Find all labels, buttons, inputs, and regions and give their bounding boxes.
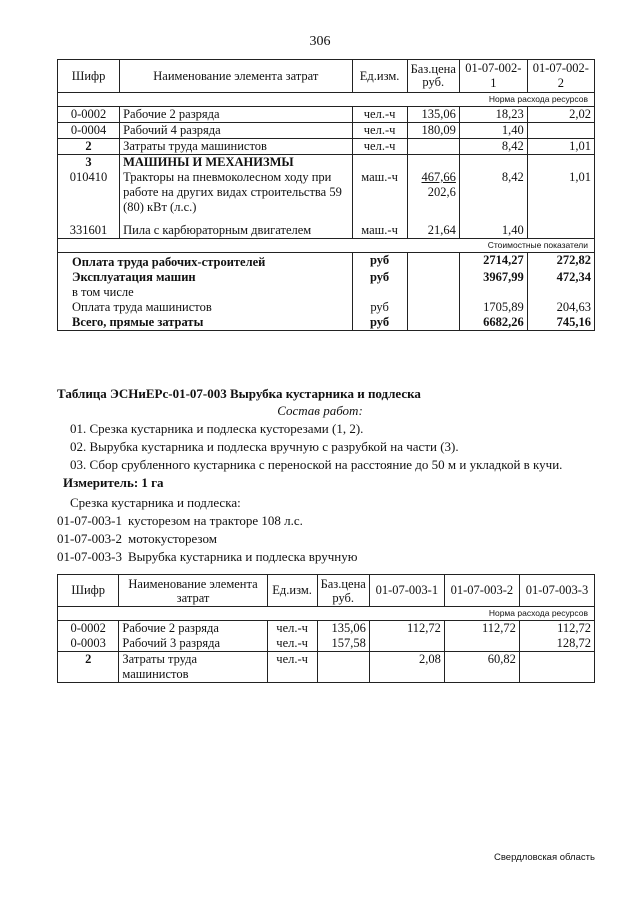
header-price: Баз.цена руб.: [317, 575, 369, 607]
row-name: МАШИНЫ И МЕХАНИЗМЫ: [120, 155, 352, 171]
cost-row: [58, 285, 595, 300]
region-footer: Свердловская область: [494, 852, 595, 863]
table-row: [58, 107, 595, 123]
page-number: 306: [309, 34, 331, 49]
row-price: 21,64: [407, 223, 459, 239]
row-price-secondary: 202,6: [427, 185, 456, 199]
header-unit: Ед.изм.: [267, 575, 317, 607]
norm-label-row: [58, 93, 595, 107]
header-unit: Ед.изм.: [352, 60, 407, 93]
header-price: Баз.цена руб.: [407, 60, 459, 93]
row-unit: чел.-ч: [352, 123, 407, 139]
cost-value-1: 6682,26: [459, 315, 527, 331]
row-price: 180,09: [407, 123, 459, 139]
header-col1: 01-07-002-1: [459, 60, 527, 93]
resource-table-01-07-002: [57, 59, 595, 331]
cost-value-2: 745,16: [527, 315, 594, 331]
cost-label-row: [58, 239, 595, 253]
table-row: [58, 123, 595, 139]
cost-unit: [352, 285, 407, 300]
cost-name: в том числе: [58, 285, 353, 300]
table-row: [58, 652, 595, 683]
row-unit: чел.-ч: [267, 652, 317, 683]
cost-unit: руб: [352, 270, 407, 285]
cost-label: Стоимостные показатели: [58, 239, 595, 253]
norm-label-row: [58, 607, 595, 621]
row-value-2: [527, 155, 594, 171]
row-price: 135,06: [407, 107, 459, 123]
row-value-2: [527, 123, 594, 139]
row-code: 0-0002: [58, 621, 119, 637]
row-value-3: 128,72: [519, 636, 594, 652]
row-unit: чел.-ч: [267, 636, 317, 652]
cost-price: [407, 300, 459, 315]
row-value-2: 60,82: [444, 652, 519, 683]
cost-value-2: 472,34: [527, 270, 594, 285]
header-col1: 01-07-003-1: [369, 575, 444, 607]
row-code: 0-0002: [58, 107, 120, 123]
work-item: 01. Срезка кустарника и подлеска кусторезами (1, 2).: [70, 421, 364, 436]
row-code: 331601: [58, 223, 120, 239]
row-name: Рабочие 2 разряда: [119, 621, 267, 637]
table-row: [58, 139, 595, 155]
cost-value-2: 204,63: [527, 300, 594, 315]
cost-value-2: 272,82: [527, 253, 594, 271]
cost-name: Всего, прямые затраты: [58, 315, 353, 331]
cost-unit: руб: [352, 300, 407, 315]
cost-price: [407, 253, 459, 271]
row-price: [407, 170, 459, 223]
row-price: [407, 139, 459, 155]
item-code: 01-07-003-1: [57, 513, 122, 528]
row-unit: чел.-ч: [352, 139, 407, 155]
header-col2: 01-07-003-2: [444, 575, 519, 607]
cost-price: [407, 285, 459, 300]
row-value-2: 112,72: [444, 621, 519, 637]
cost-name: Оплата труда машинистов: [58, 300, 353, 315]
row-unit: чел.-ч: [267, 621, 317, 637]
work-item: 02. Вырубка кустарника и подлеска вручную с разрубкой на части (3).: [70, 439, 459, 454]
header-name: Наименование элемента затрат: [120, 60, 352, 93]
table-header-row: [58, 60, 595, 93]
table-row: [58, 170, 595, 223]
cost-name: Оплата труда рабочих-строителей: [58, 253, 353, 271]
row-value-2: 1,01: [527, 170, 594, 223]
cost-value-2: [527, 285, 594, 300]
row-code: 010410: [58, 170, 120, 223]
row-name: Рабочий 3 разряда: [119, 636, 267, 652]
header-col3: 01-07-003-3: [519, 575, 594, 607]
row-value-1: [459, 155, 527, 171]
row-value-2: [527, 223, 594, 239]
resource-table-01-07-003: [57, 574, 595, 683]
cost-price: [407, 315, 459, 331]
row-price: 157,58: [317, 636, 369, 652]
cost-name: Эксплуатация машин: [58, 270, 353, 285]
header-code: Шифр: [58, 575, 119, 607]
row-price-base: 467,66: [421, 170, 456, 184]
header-col2: 01-07-002-2: [527, 60, 594, 93]
subtitle: Срезка кустарника и подлеска:: [70, 495, 241, 510]
row-value-3: 112,72: [519, 621, 594, 637]
row-unit: маш.-ч: [352, 170, 407, 223]
row-unit: [352, 155, 407, 171]
row-value-2: 1,01: [527, 139, 594, 155]
row-value-1: 1,40: [459, 123, 527, 139]
row-value-2: [444, 636, 519, 652]
item-code: 01-07-003-3: [57, 549, 122, 564]
norm-label: Норма расхода ресурсов: [58, 93, 595, 107]
cost-value-1: 1705,89: [459, 300, 527, 315]
works-heading: Состав работ:: [277, 403, 363, 418]
row-value-1: 112,72: [369, 621, 444, 637]
cost-row: [58, 315, 595, 331]
row-price: [317, 652, 369, 683]
row-name: Затраты труда машинистов: [119, 652, 267, 683]
meter: Измеритель: 1 га: [63, 475, 164, 490]
table-row: [58, 223, 595, 239]
row-value-1: 18,23: [459, 107, 527, 123]
header-code: Шифр: [58, 60, 120, 93]
item-text: Вырубка кустарника и подлеска вручную: [128, 549, 358, 564]
row-code: 3: [58, 155, 120, 171]
table-header-row: [58, 575, 595, 607]
section-title: Таблица ЭСНиЕРс-01-07-003 Вырубка кустарника и подлеска: [57, 386, 421, 401]
table-row: [58, 155, 595, 171]
table-row: [58, 636, 595, 652]
header-name: Наименование элемента затрат: [119, 575, 267, 607]
row-value-1: 1,40: [459, 223, 527, 239]
cost-value-1: 3967,99: [459, 270, 527, 285]
cost-value-1: [459, 285, 527, 300]
row-code: 2: [58, 652, 119, 683]
cost-value-1: 2714,27: [459, 253, 527, 271]
row-price: 135,06: [317, 621, 369, 637]
norm-label: Норма расхода ресурсов: [58, 607, 595, 621]
row-code: 0-0004: [58, 123, 120, 139]
row-value-1: 8,42: [459, 170, 527, 223]
row-unit: маш.-ч: [352, 223, 407, 239]
row-name: Затраты труда машинистов: [120, 139, 352, 155]
cost-row: [58, 270, 595, 285]
row-name: Рабочие 2 разряда: [120, 107, 352, 123]
row-name: Пила с карбюраторным двигателем: [120, 223, 352, 239]
row-value-1: [369, 636, 444, 652]
row-value-1: 2,08: [369, 652, 444, 683]
row-value-1: 8,42: [459, 139, 527, 155]
row-name: Тракторы на пневмоколесном ходу при работе на других видах строительства 59 (80) кВт (л.с.): [120, 170, 352, 223]
work-item: 03. Сбор срубленного кустарника с переноской на расстояние до 50 м и укладкой в кучи.: [70, 457, 563, 472]
cost-unit: руб: [352, 315, 407, 331]
cost-unit: руб: [352, 253, 407, 271]
row-value-2: 2,02: [527, 107, 594, 123]
row-code: 0-0003: [58, 636, 119, 652]
item-text: кусторезом на тракторе 108 л.с.: [128, 513, 303, 528]
row-value-3: [519, 652, 594, 683]
cost-row: [58, 300, 595, 315]
cost-row: [58, 253, 595, 271]
item-code: 01-07-003-2: [57, 531, 122, 546]
row-unit: чел.-ч: [352, 107, 407, 123]
row-code: 2: [58, 139, 120, 155]
row-name: Рабочий 4 разряда: [120, 123, 352, 139]
cost-price: [407, 270, 459, 285]
row-price: [407, 155, 459, 171]
item-text: мотокусторезом: [128, 531, 217, 546]
table-row: [58, 621, 595, 637]
